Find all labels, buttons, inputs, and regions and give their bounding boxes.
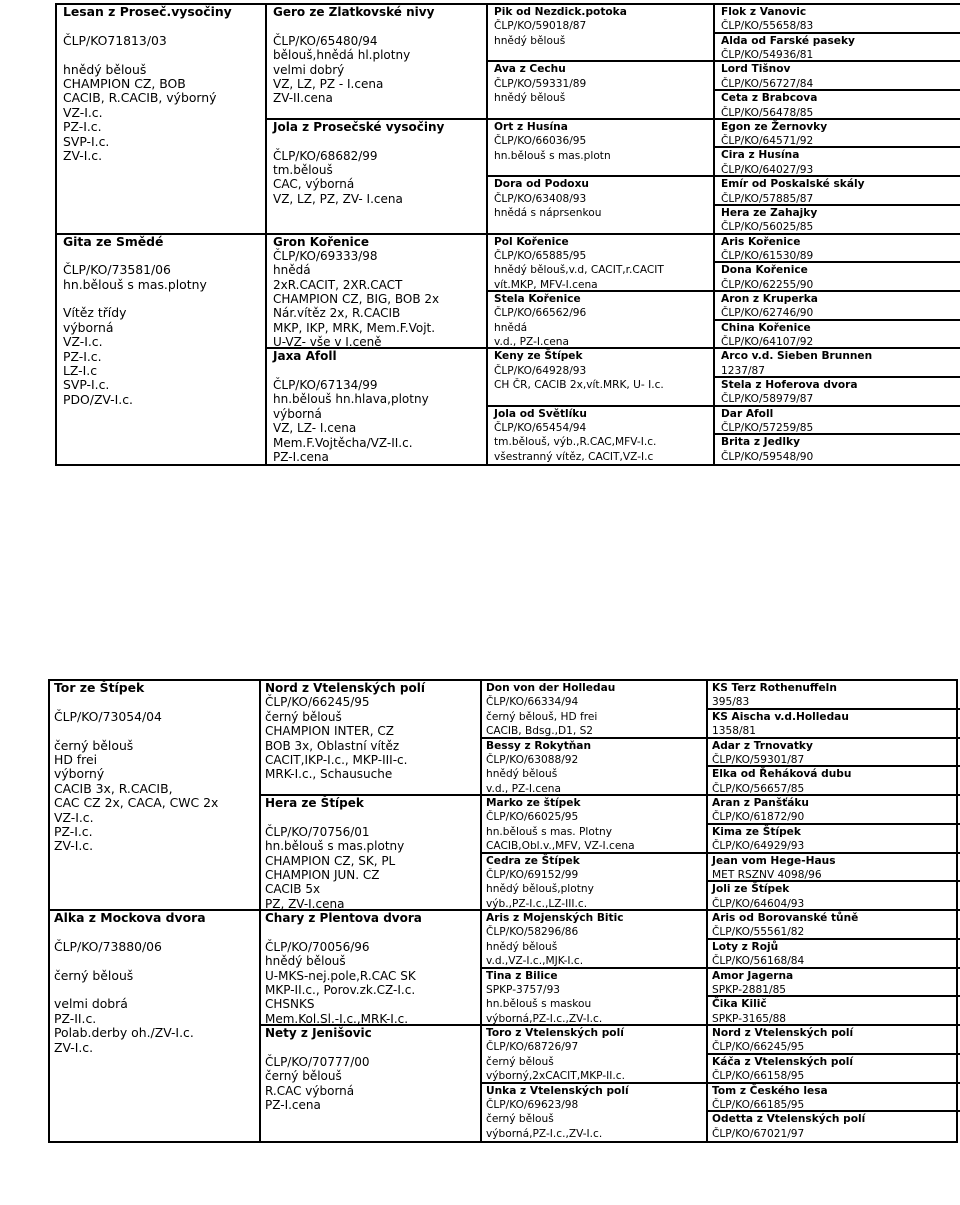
dog-name: KS Terz Rothenuffeln xyxy=(712,682,837,694)
dog-name: Aran z Panšťáku xyxy=(712,797,809,809)
dog-detail: černý bělouš, HD frei xyxy=(486,710,598,723)
dog-entry xyxy=(708,1112,960,1141)
dog-detail: MKP, IKP, MRK, Mem.F.Vojt. xyxy=(273,320,436,335)
dog-detail: PZ-I.cena xyxy=(273,449,329,464)
dog-name: Brita z Jedlky xyxy=(721,436,800,449)
dog-entry xyxy=(482,911,706,969)
dog-detail: 1358/81 xyxy=(712,725,757,738)
dog-entry xyxy=(267,5,486,120)
dog-detail: ČLP/KO/66025/95 xyxy=(486,811,579,824)
dog-entry xyxy=(482,1084,706,1142)
dog-detail: ČLP/KO/69152/99 xyxy=(486,868,579,881)
dog-detail: ČLP/KO/65885/95 xyxy=(494,249,587,262)
dog-name: Nord z Vtelenských polí xyxy=(265,681,425,695)
dog-entry xyxy=(708,940,960,969)
dog-detail: CHAMPION INTER, CZ xyxy=(265,724,394,739)
dog-detail: výborná xyxy=(63,319,114,335)
dog-entry xyxy=(708,1055,960,1084)
dog-name: Ort z Husína xyxy=(494,120,568,133)
dog-name: Dona Kořenice xyxy=(721,264,808,277)
dog-detail: ČLP/KO/69333/98 xyxy=(273,248,378,263)
dog-entry xyxy=(267,120,486,235)
dog-detail xyxy=(273,134,486,148)
dog-detail: CACIB,Obl.v.,MFV, VZ-I.cena xyxy=(486,840,635,853)
dog-name: Jola od Světlíku xyxy=(494,407,587,420)
dog-name: KS Aischa v.d.Holledau xyxy=(712,710,849,723)
dog-entry xyxy=(708,710,960,739)
dog-name: Hera ze Zahajky xyxy=(721,206,818,219)
dog-detail: ČLP/KO/57259/85 xyxy=(721,422,814,435)
dog-entry xyxy=(715,91,960,120)
dog-name: Unka z Vtelenských polí xyxy=(486,1084,629,1097)
dog-name: Cedra ze Štípek xyxy=(486,854,580,867)
dog-detail: výborná,PZ-I.c.,ZV-I.c. xyxy=(486,1012,603,1025)
dog-detail: CACIT,IKP-I.c., MKP-III-c. xyxy=(265,752,408,767)
dog-detail: U-MKS-nej.pole,R.CAC SK xyxy=(265,968,416,983)
dog-entry xyxy=(261,1026,480,1141)
dog-name: Tina z Bilice xyxy=(486,969,558,982)
dog-detail: SPKP-3757/93 xyxy=(486,983,561,996)
dog-detail: výb.,PZ-I.c.,LZ-III.c. xyxy=(486,897,588,910)
dog-entry xyxy=(261,796,480,911)
dog-name: Egon ze Žernovky xyxy=(721,120,828,133)
dog-detail: ČLP/KO/58296/86 xyxy=(486,926,579,939)
dog-name: Dar Afoll xyxy=(721,407,774,420)
dog-detail: VZ-I.c. xyxy=(63,104,103,120)
dog-detail: hnědá s náprsenkou xyxy=(494,206,602,219)
dog-entry xyxy=(267,235,486,350)
dog-entry xyxy=(715,292,960,321)
generation-2-column xyxy=(267,5,488,464)
dog-entry xyxy=(267,349,486,464)
dog-entry xyxy=(708,854,960,883)
dog-detail xyxy=(54,983,259,997)
dog-detail: ČLP/KO/59548/90 xyxy=(721,450,814,463)
dog-detail: ČLP/KO/62746/90 xyxy=(721,307,814,320)
dog-detail: tm.bělouš xyxy=(273,162,333,177)
dog-detail: CHSNKS xyxy=(265,997,315,1012)
dog-detail: CACIB 3x, R.CACIB, xyxy=(54,780,173,796)
dog-detail: ČLP/KO/63088/92 xyxy=(486,753,579,766)
dog-name: Marko ze štípek xyxy=(486,797,581,809)
dog-detail: ČLP/KO/66245/95 xyxy=(712,1041,805,1054)
dog-detail: VZ-I.c. xyxy=(63,334,103,350)
dog-detail: bělouš,hnědá hl.plotny xyxy=(273,48,411,63)
dog-detail: ZV-I.c. xyxy=(54,1039,94,1055)
dog-name: Adar z Trnovatky xyxy=(712,739,813,752)
dog-name: Jola z Prosečské vysočiny xyxy=(273,119,445,134)
dog-detail: PZ-II.c. xyxy=(54,1010,97,1026)
dog-entry xyxy=(708,969,960,998)
dog-name: Aris od Borovanské tůně xyxy=(712,912,859,924)
dog-detail: PDO/ZV-I.c. xyxy=(63,391,133,407)
dog-detail: ČLP/KO/66158/95 xyxy=(712,1070,805,1083)
dog-entry xyxy=(715,34,960,63)
generation-3-column xyxy=(488,5,715,464)
dog-entry xyxy=(715,148,960,177)
dog-entry xyxy=(482,854,706,912)
dog-detail: ČLP/KO/65480/94 xyxy=(273,33,378,48)
dog-detail: ČLP/KO/54936/81 xyxy=(721,49,814,62)
dog-entry xyxy=(482,969,706,1027)
dog-entry xyxy=(715,206,960,235)
dog-entry xyxy=(488,177,713,234)
generation-1-column xyxy=(50,681,261,1141)
dog-name: Loty z Rojů xyxy=(712,940,779,953)
dog-detail: R.CAC výborná xyxy=(265,1083,355,1098)
generation-4-column xyxy=(708,681,960,1141)
dog-detail xyxy=(63,249,265,263)
dog-detail xyxy=(265,810,480,824)
dog-entry xyxy=(715,407,960,436)
dog-detail: CH ČR, CACIB 2x,vít.MRK, U- I.c. xyxy=(494,379,664,392)
dog-detail: ČLP/KO/63408/93 xyxy=(494,192,587,205)
dog-detail: ČLP/KO/66036/95 xyxy=(494,135,587,148)
dog-name: Stela z Hoferova dvora xyxy=(721,378,858,391)
dog-detail: CACIB 5x xyxy=(265,882,321,897)
dog-entry xyxy=(482,1026,706,1084)
dog-detail: VZ, LZ, PZ - I.cena xyxy=(273,76,384,91)
dog-detail: černý bělouš xyxy=(265,709,342,724)
pedigree-table-2 xyxy=(48,679,958,1143)
dog-name: Jaxa Afoll xyxy=(273,349,337,364)
dog-detail xyxy=(273,364,486,378)
dog-detail: ČLP/KO/56478/85 xyxy=(721,106,814,119)
dog-name: Alka z Mockova dvora xyxy=(54,911,206,925)
dog-detail: PZ-I.c. xyxy=(54,823,93,839)
dog-detail: černý bělouš xyxy=(486,1055,554,1068)
dog-detail: hnědá xyxy=(494,321,528,334)
dog-detail: ČLP/KO/64604/93 xyxy=(712,897,805,910)
dog-detail: ČLP/KO/66185/95 xyxy=(712,1098,805,1111)
dog-name: Nety z Jenišovic xyxy=(265,1026,372,1040)
dog-name: Gron Kořenice xyxy=(273,234,370,249)
dog-detail: ČLP/KO/59301/87 xyxy=(712,753,805,766)
dog-detail: ČLP/KO/61872/90 xyxy=(712,811,805,824)
dog-detail: ČLP/KO/66562/96 xyxy=(494,307,587,320)
dog-entry xyxy=(57,235,265,465)
dog-detail: hn.bělouš s maskou xyxy=(486,998,592,1011)
dog-name: Aris Kořenice xyxy=(721,235,801,248)
dog-detail: VZ, LZ- I.cena xyxy=(273,421,357,436)
dog-entry xyxy=(488,62,713,119)
dog-name: Nord z Vtelenských polí xyxy=(712,1027,854,1039)
dog-entry xyxy=(488,120,713,177)
dog-detail: ČLP/KO/64929/93 xyxy=(712,840,805,853)
dog-detail: MKP-II.c., Porov.zk.CZ-I.c. xyxy=(265,982,416,997)
dog-name: Tor ze Štípek xyxy=(54,681,145,695)
dog-detail: Nár.vítěz 2x, R.CACIB xyxy=(273,306,401,321)
dog-detail: 395/83 xyxy=(712,696,750,709)
dog-detail: ČLP/KO/70056/96 xyxy=(265,939,370,954)
dog-name: Joli ze Štípek xyxy=(712,883,790,896)
dog-detail: hn.bělouš s mas. Plotny xyxy=(486,825,612,838)
dog-detail: SPKP-2881/85 xyxy=(712,983,787,996)
dog-detail: výborná xyxy=(273,406,322,421)
dog-detail: ČLP/KO71813/03 xyxy=(63,32,167,48)
dog-entry xyxy=(261,681,480,796)
dog-detail: velmi dobrá xyxy=(54,996,128,1012)
generation-3-column xyxy=(482,681,708,1141)
dog-detail: ČLP/KO/66245/95 xyxy=(265,695,370,710)
dog-detail: všestranný vítěz, CACIT,VZ-I.c xyxy=(494,450,654,463)
dog-name: Arco v.d. Sieben Brunnen xyxy=(721,350,873,363)
dog-detail: ČLP/KO/67021/97 xyxy=(712,1127,805,1140)
dog-detail: hnědý bělouš,v.d, CACIT,r.CACIT xyxy=(494,264,664,277)
dog-detail: ČLP/KO/70777/00 xyxy=(265,1054,370,1069)
dog-entry xyxy=(482,681,706,739)
dog-detail: velmi dobrý xyxy=(273,62,345,77)
dog-detail: ČLP/KO/59331/89 xyxy=(494,77,587,90)
dog-detail: hnědý bělouš xyxy=(494,92,566,105)
dog-detail: Polab.derby oh./ZV-I.c. xyxy=(54,1025,194,1041)
dog-name: Ava z Cechu xyxy=(494,63,566,76)
dog-detail: ČLP/KO/66334/94 xyxy=(486,696,579,709)
dog-detail: ČLP/KO/59018/87 xyxy=(494,20,587,33)
dog-detail: PZ, ZV-I.cena xyxy=(265,896,345,911)
dog-detail: černý bělouš xyxy=(486,1113,554,1126)
dog-name: Ceta z Brabcova xyxy=(721,92,818,105)
dog-detail: CHAMPION JUN. CZ xyxy=(265,867,380,882)
dog-name: Odetta z Vtelenských polí xyxy=(712,1113,866,1126)
dog-detail: CHAMPION CZ, BOB xyxy=(63,75,186,91)
dog-detail: ČLP/KO/61530/89 xyxy=(721,249,814,262)
dog-detail: CAC, výborná xyxy=(273,177,355,192)
dog-name: Čika Kilič xyxy=(712,998,767,1011)
dog-detail: Mem.F.Vojtěcha/VZ-II.c. xyxy=(273,435,413,450)
dog-entry xyxy=(57,5,265,235)
dog-detail: ČLP/KO/73880/06 xyxy=(54,938,162,954)
generation-4-column xyxy=(715,5,960,464)
dog-name: Gita ze Smědé xyxy=(63,234,164,249)
dog-detail xyxy=(54,954,259,968)
dog-entry xyxy=(708,1084,960,1113)
dog-detail xyxy=(54,925,259,939)
dog-entry xyxy=(261,911,480,1026)
dog-name: Hera ze Štípek xyxy=(265,796,364,810)
dog-name: Amor Jagerna xyxy=(712,969,794,982)
dog-detail xyxy=(273,19,486,33)
dog-name: Lesan z Proseč.vysočiny xyxy=(63,5,232,19)
dog-detail: hnědá xyxy=(273,263,311,278)
dog-entry xyxy=(715,321,960,350)
dog-entry xyxy=(488,407,713,464)
dog-detail xyxy=(63,19,265,33)
dog-detail: ČLP/KO/56727/84 xyxy=(721,77,814,90)
dog-detail: hn.bělouš s mas.plotny xyxy=(63,276,207,292)
dog-detail: ČLP/KO/58979/87 xyxy=(721,393,814,406)
dog-detail: vít.MKP, MFV-I.cena xyxy=(494,278,598,291)
dog-detail: ČLP/KO/70756/01 xyxy=(265,824,370,839)
dog-detail: ZV-II.cena xyxy=(273,91,333,106)
dog-detail: hnědý bělouš xyxy=(494,34,566,47)
dog-entry xyxy=(708,739,960,768)
dog-detail: BOB 3x, Oblastní vítěz xyxy=(265,738,400,753)
dog-detail: ČLP/KO/55561/82 xyxy=(712,926,805,939)
dog-detail: ČLP/KO/56025/85 xyxy=(721,221,814,234)
dog-detail: černý bělouš xyxy=(265,1069,342,1084)
dog-detail: ZV-I.c. xyxy=(54,838,94,854)
dog-name: Jean vom Hege-Haus xyxy=(712,854,836,867)
dog-detail: ČLP/KO/64027/93 xyxy=(721,163,814,176)
dog-detail: ČLP/KO/65454/94 xyxy=(494,422,587,435)
dog-detail: LZ-I.c xyxy=(63,363,98,379)
dog-name: Don von der Holledau xyxy=(486,682,616,694)
dog-detail: PZ-I.c. xyxy=(63,119,102,135)
dog-detail xyxy=(265,1040,480,1054)
dog-name: Aron z Kruperka xyxy=(721,292,818,305)
dog-detail: CAC CZ 2x, CACA, CWC 2x xyxy=(54,795,219,811)
dog-detail: ČLP/KO/69623/98 xyxy=(486,1098,579,1111)
dog-detail: SVP-I.c. xyxy=(63,133,110,149)
dog-detail: Vítěz třídy xyxy=(63,305,127,321)
dog-entry xyxy=(708,997,960,1026)
dog-entry xyxy=(488,349,713,406)
dog-name: Chary z Plentova dvora xyxy=(265,911,422,925)
dog-name: Alda od Farské paseky xyxy=(721,34,855,47)
dog-name: Dora od Podoxu xyxy=(494,178,589,191)
dog-name: Lord Tišnov xyxy=(721,63,791,76)
dog-name: Toro z Vtelenských polí xyxy=(486,1027,624,1039)
dog-detail xyxy=(63,292,265,306)
dog-detail xyxy=(63,48,265,62)
dog-detail: SPKP-3165/88 xyxy=(712,1012,787,1025)
dog-detail: PZ-I.c. xyxy=(63,348,102,364)
dog-name: Emír od Poskalské skály xyxy=(721,178,865,191)
pedigree-table-1 xyxy=(55,3,960,466)
dog-entry xyxy=(715,435,960,464)
dog-entry xyxy=(488,292,713,349)
dog-detail: ČLP/KO/68682/99 xyxy=(273,148,378,163)
dog-name: China Kořenice xyxy=(721,321,811,334)
dog-detail: MET RSZNV 4098/96 xyxy=(712,868,822,881)
dog-name: Flok z Vanovic xyxy=(721,6,807,18)
dog-entry xyxy=(715,235,960,264)
dog-detail: ČLP/KO/57885/87 xyxy=(721,192,814,205)
dog-detail: ČLP/KO/68726/97 xyxy=(486,1041,579,1054)
dog-detail: Mem.Kol.Sl.-I.c.,MRK-I.c. xyxy=(265,1011,409,1026)
dog-entry xyxy=(708,681,960,710)
generation-1-column xyxy=(57,5,267,464)
dog-entry xyxy=(50,911,259,1141)
dog-detail: 2xR.CACIT, 2XR.CACT xyxy=(273,277,403,292)
dog-detail: hn.bělouš s mas.plotn xyxy=(494,149,611,162)
dog-entry xyxy=(715,62,960,91)
dog-detail: ČLP/KO/64571/92 xyxy=(721,135,814,148)
dog-detail: hn.bělouš s mas.plotny xyxy=(265,839,405,854)
dog-name: Káča z Vtelenských polí xyxy=(712,1055,854,1068)
dog-detail: U-VZ- vše v I.ceně xyxy=(273,335,382,350)
dog-detail: CHAMPION CZ, BIG, BOB 2x xyxy=(273,292,440,307)
dog-detail: v.d.,VZ-I.c.,MJK-I.c. xyxy=(486,955,584,968)
dog-detail: ČLP/KO/64107/92 xyxy=(721,336,814,348)
dog-detail: PZ-I.cena xyxy=(265,1097,321,1112)
dog-detail: v.d., PZ-I.cena xyxy=(486,782,561,795)
dog-detail: černý bělouš xyxy=(54,967,134,983)
dog-name: Stela Kořenice xyxy=(494,292,581,305)
dog-name: Tom z Českého lesa xyxy=(712,1084,828,1097)
dog-detail: ČLP/KO/73581/06 xyxy=(63,262,171,278)
dog-name: Aris z Mojenských Bitic xyxy=(486,912,624,924)
dog-detail: ČLP/KO/67134/99 xyxy=(273,378,378,393)
dog-detail: černý bělouš xyxy=(54,737,134,753)
dog-entry xyxy=(715,177,960,206)
generation-2-column xyxy=(261,681,482,1141)
dog-entry xyxy=(715,120,960,149)
dog-entry xyxy=(50,681,259,911)
dog-entry xyxy=(488,235,713,292)
dog-detail: tm.bělouš, výb.,R.CAC,MFV-I.c. xyxy=(494,436,657,449)
dog-name: Bessy z Rokytňan xyxy=(486,739,592,752)
dog-detail: hnědý bělouš xyxy=(486,940,558,953)
dog-detail: výborný xyxy=(54,766,105,782)
dog-detail: VZ-I.c. xyxy=(54,809,94,825)
dog-entry xyxy=(708,767,960,796)
dog-detail: ČLP/KO/62255/90 xyxy=(721,278,814,291)
dog-detail: výborný,2xCACIT,MKP-II.c. xyxy=(486,1070,625,1083)
dog-detail: CACIB, Bdsg.,D1, S2 xyxy=(486,725,594,738)
dog-detail: ČLP/KO/73054/04 xyxy=(54,708,162,724)
dog-detail: VZ, LZ, PZ, ZV- I.cena xyxy=(273,191,403,206)
dog-detail: hn.bělouš hn.hlava,plotny xyxy=(273,392,429,407)
dog-entry xyxy=(482,739,706,797)
dog-detail: hnědý bělouš xyxy=(63,61,147,77)
dog-name: Pik od Nezdick.potoka xyxy=(494,6,627,18)
dog-detail: v.d., PZ-I.cena xyxy=(494,336,569,349)
dog-detail: ZV-I.c. xyxy=(63,147,103,163)
dog-detail: ČLP/KO/56657/85 xyxy=(712,782,805,795)
dog-entry xyxy=(482,796,706,854)
dog-name: Elka od Řeháková dubu xyxy=(712,768,852,781)
dog-detail xyxy=(54,695,259,709)
dog-detail: ČLP/KO/56168/84 xyxy=(712,955,805,968)
dog-entry xyxy=(715,349,960,378)
dog-entry xyxy=(715,5,960,34)
dog-detail: hnědý bělouš xyxy=(486,768,558,781)
dog-name: Pol Kořenice xyxy=(494,235,569,248)
dog-name: Cira z Husína xyxy=(721,149,800,162)
dog-detail: MRK-I.c., Schausuche xyxy=(265,767,393,782)
dog-detail: hnědý bělouš,plotny xyxy=(486,883,594,896)
dog-entry xyxy=(708,825,960,854)
dog-entry xyxy=(708,882,960,911)
dog-detail: hnědý bělouš xyxy=(265,954,346,969)
dog-detail: ČLP/KO/64928/93 xyxy=(494,364,587,377)
dog-entry xyxy=(708,911,960,940)
dog-name: Kima ze Štípek xyxy=(712,825,801,838)
dog-detail: výborná,PZ-I.c.,ZV-I.c. xyxy=(486,1127,603,1140)
dog-entry xyxy=(708,796,960,825)
dog-entry xyxy=(715,378,960,407)
dog-detail: SVP-I.c. xyxy=(63,377,110,393)
dog-detail: ČLP/KO/55658/83 xyxy=(721,20,814,33)
dog-detail: HD frei xyxy=(54,751,98,767)
dog-detail xyxy=(54,724,259,738)
dog-entry xyxy=(708,1026,960,1055)
dog-detail: CACIB, R.CACIB, výborný xyxy=(63,90,217,106)
dog-name: Keny ze Štípek xyxy=(494,350,583,363)
dog-detail: 1237/87 xyxy=(721,364,766,377)
dog-entry xyxy=(715,263,960,292)
dog-detail xyxy=(265,925,480,939)
dog-detail: CHAMPION CZ, SK, PL xyxy=(265,853,396,868)
dog-entry xyxy=(488,5,713,62)
dog-name: Gero ze Zlatkovské nivy xyxy=(273,5,435,19)
